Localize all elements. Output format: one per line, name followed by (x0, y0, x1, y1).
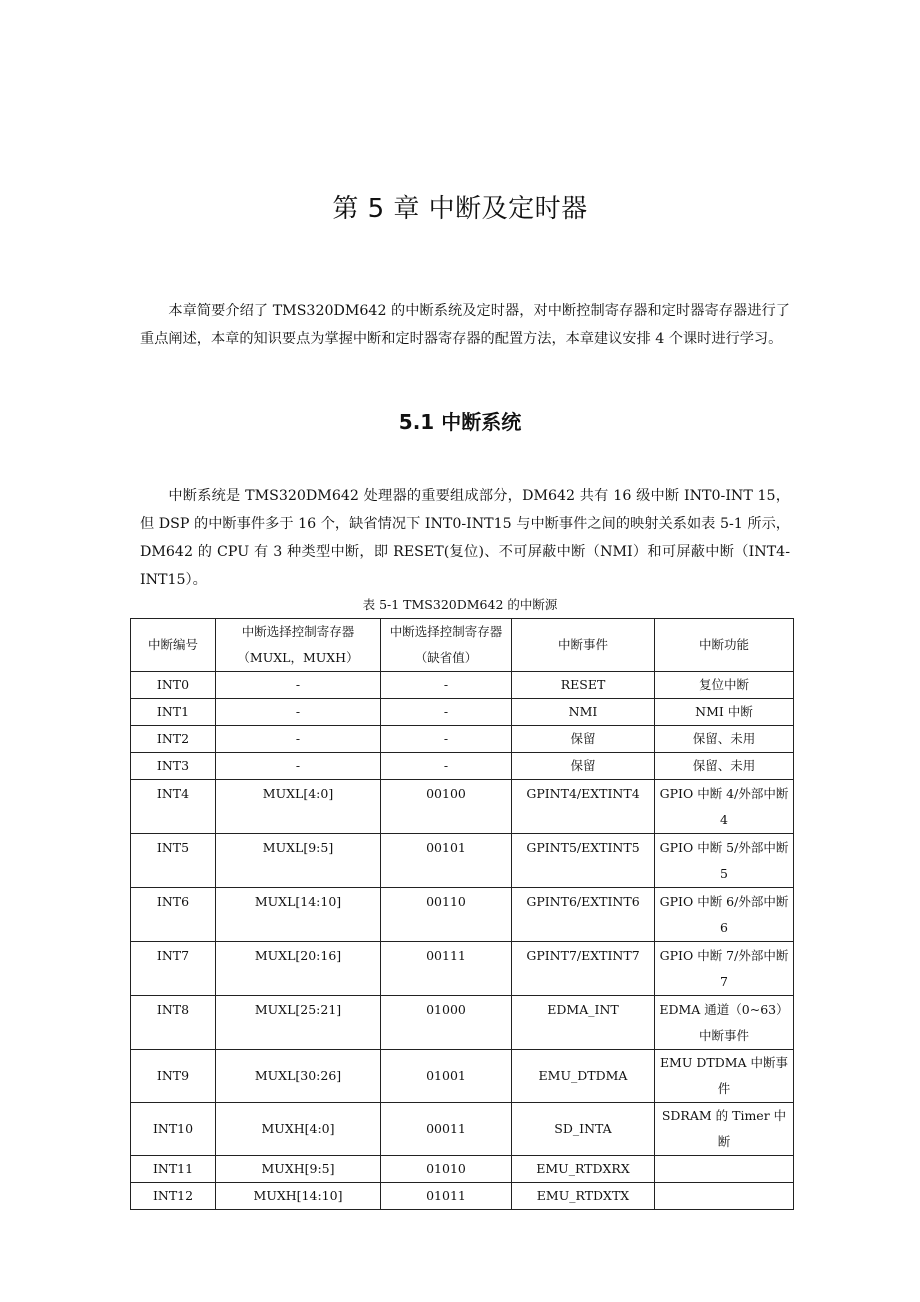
table-cell: INT8 (131, 996, 216, 1050)
table-cell: INT3 (131, 753, 216, 780)
table-cell: GPINT6/EXTINT6 (512, 888, 655, 942)
table-cell (655, 1183, 794, 1210)
table-cell: 复位中断 (655, 672, 794, 699)
table-cell: - (381, 672, 512, 699)
table-cell: 保留 (512, 726, 655, 753)
table-cell: EMU DTDMA 中断事件 (655, 1050, 794, 1103)
table-cell: - (381, 753, 512, 780)
section-paragraph: 中断系统是 TMS320DM642 处理器的重要组成部分，DM642 共有 16 级中断 INT0-INT 15，但 DSP 的中断事件多于 16 个，缺省情况下 INT0-INT15 与中断事件之间的映射关系如表 5-1 所示， DM642 的 CPU 有 3 种类型中断，即 RESET(复位)、不可屏蔽中断（NMI）和可屏蔽中断（INT4-INT15）。 (140, 488, 790, 588)
table-cell: MUXL[25:21] (216, 996, 381, 1050)
table-cell: 保留 (512, 753, 655, 780)
table-cell: 00101 (381, 834, 512, 888)
table-cell: INT5 (131, 834, 216, 888)
column-header: 中断事件 (512, 619, 655, 672)
table-cell: INT7 (131, 942, 216, 996)
table-cell: NMI (512, 699, 655, 726)
table-cell: 01001 (381, 1050, 512, 1103)
table-cell: MUXH[9:5] (216, 1156, 381, 1183)
table-cell: MUXL[9:5] (216, 834, 381, 888)
table-cell: MUXL[30:26] (216, 1050, 381, 1103)
table-cell: 01010 (381, 1156, 512, 1183)
table-cell: EMU_DTDMA (512, 1050, 655, 1103)
table-cell: GPINT5/EXTINT5 (512, 834, 655, 888)
table-cell: - (216, 753, 381, 780)
column-header: 中断编号 (131, 619, 216, 672)
table-cell: EMU_RTDXTX (512, 1183, 655, 1210)
table-cell: 保留、未用 (655, 726, 794, 753)
table-row (131, 780, 794, 834)
table-cell: 00111 (381, 942, 512, 996)
table-cell (655, 1156, 794, 1183)
table-cell: 保留、未用 (655, 753, 794, 780)
table-row (131, 888, 794, 942)
table-cell: GPIO 中断 7/外部中断 7 (655, 942, 794, 996)
table-cell: - (381, 699, 512, 726)
table-cell: MUXL[14:10] (216, 888, 381, 942)
table-cell: MUXH[14:10] (216, 1183, 381, 1210)
table-cell: INT12 (131, 1183, 216, 1210)
table-header-row (131, 619, 794, 672)
table-cell: INT1 (131, 699, 216, 726)
table-caption: 表 5-1 TMS320DM642 的中断源 (362, 597, 558, 612)
table-cell: MUXH[4:0] (216, 1103, 381, 1156)
table-cell: RESET (512, 672, 655, 699)
table-cell: NMI 中断 (655, 699, 794, 726)
table-cell: INT0 (131, 672, 216, 699)
table-row (131, 672, 794, 699)
table-cell: - (216, 726, 381, 753)
table-cell: - (216, 672, 381, 699)
table-cell: GPIO 中断 5/外部中断 5 (655, 834, 794, 888)
column-header: 中断选择控制寄存器（MUXL，MUXH） (216, 619, 381, 672)
section-title: 5.1 中断系统 (398, 410, 522, 434)
table-row (131, 753, 794, 780)
table-cell: GPINT7/EXTINT7 (512, 942, 655, 996)
table-cell: - (381, 726, 512, 753)
table-cell: 00110 (381, 888, 512, 942)
table-cell: GPIO 中断 6/外部中断 6 (655, 888, 794, 942)
table-cell: SD_INTA (512, 1103, 655, 1156)
table-cell: INT10 (131, 1103, 216, 1156)
table-cell: SDRAM 的 Timer 中断 (655, 1103, 794, 1156)
interrupt-source-table (130, 618, 794, 1210)
table-cell: EDMA 通道（0~63）中断事件 (655, 996, 794, 1050)
table-cell: INT6 (131, 888, 216, 942)
table-row (131, 1156, 794, 1183)
table-cell: 00100 (381, 780, 512, 834)
table-cell: 00011 (381, 1103, 512, 1156)
table-cell: INT9 (131, 1050, 216, 1103)
table-row (131, 1050, 794, 1103)
table-cell: GPINT4/EXTINT4 (512, 780, 655, 834)
table-cell: GPIO 中断 4/外部中断 4 (655, 780, 794, 834)
column-header: 中断选择控制寄存器（缺省值） (381, 619, 512, 672)
table-cell: INT2 (131, 726, 216, 753)
chapter-title: 第 5 章 中断及定时器 (332, 194, 588, 224)
table-row (131, 726, 794, 753)
table-row (131, 699, 794, 726)
table-cell: INT4 (131, 780, 216, 834)
table-cell: 01000 (381, 996, 512, 1050)
table-cell: EMU_RTDXRX (512, 1156, 655, 1183)
intro-paragraph: 本章简要介绍了 TMS320DM642 的中断系统及定时器，对中断控制寄存器和定时器寄存器进行了重点阐述，本章的知识要点为掌握中断和定时器寄存器的配置方法，本章建议安排 4 个课时进行学习。 (140, 303, 790, 347)
table-row (131, 996, 794, 1050)
table-cell: MUXL[4:0] (216, 780, 381, 834)
table-cell: INT11 (131, 1156, 216, 1183)
table-cell: - (216, 699, 381, 726)
table-cell: 01011 (381, 1183, 512, 1210)
table-row (131, 1103, 794, 1156)
table-row (131, 1183, 794, 1210)
table-cell: MUXL[20:16] (216, 942, 381, 996)
table-row (131, 834, 794, 888)
column-header: 中断功能 (655, 619, 794, 672)
table-cell: EDMA_INT (512, 996, 655, 1050)
table-row (131, 942, 794, 996)
